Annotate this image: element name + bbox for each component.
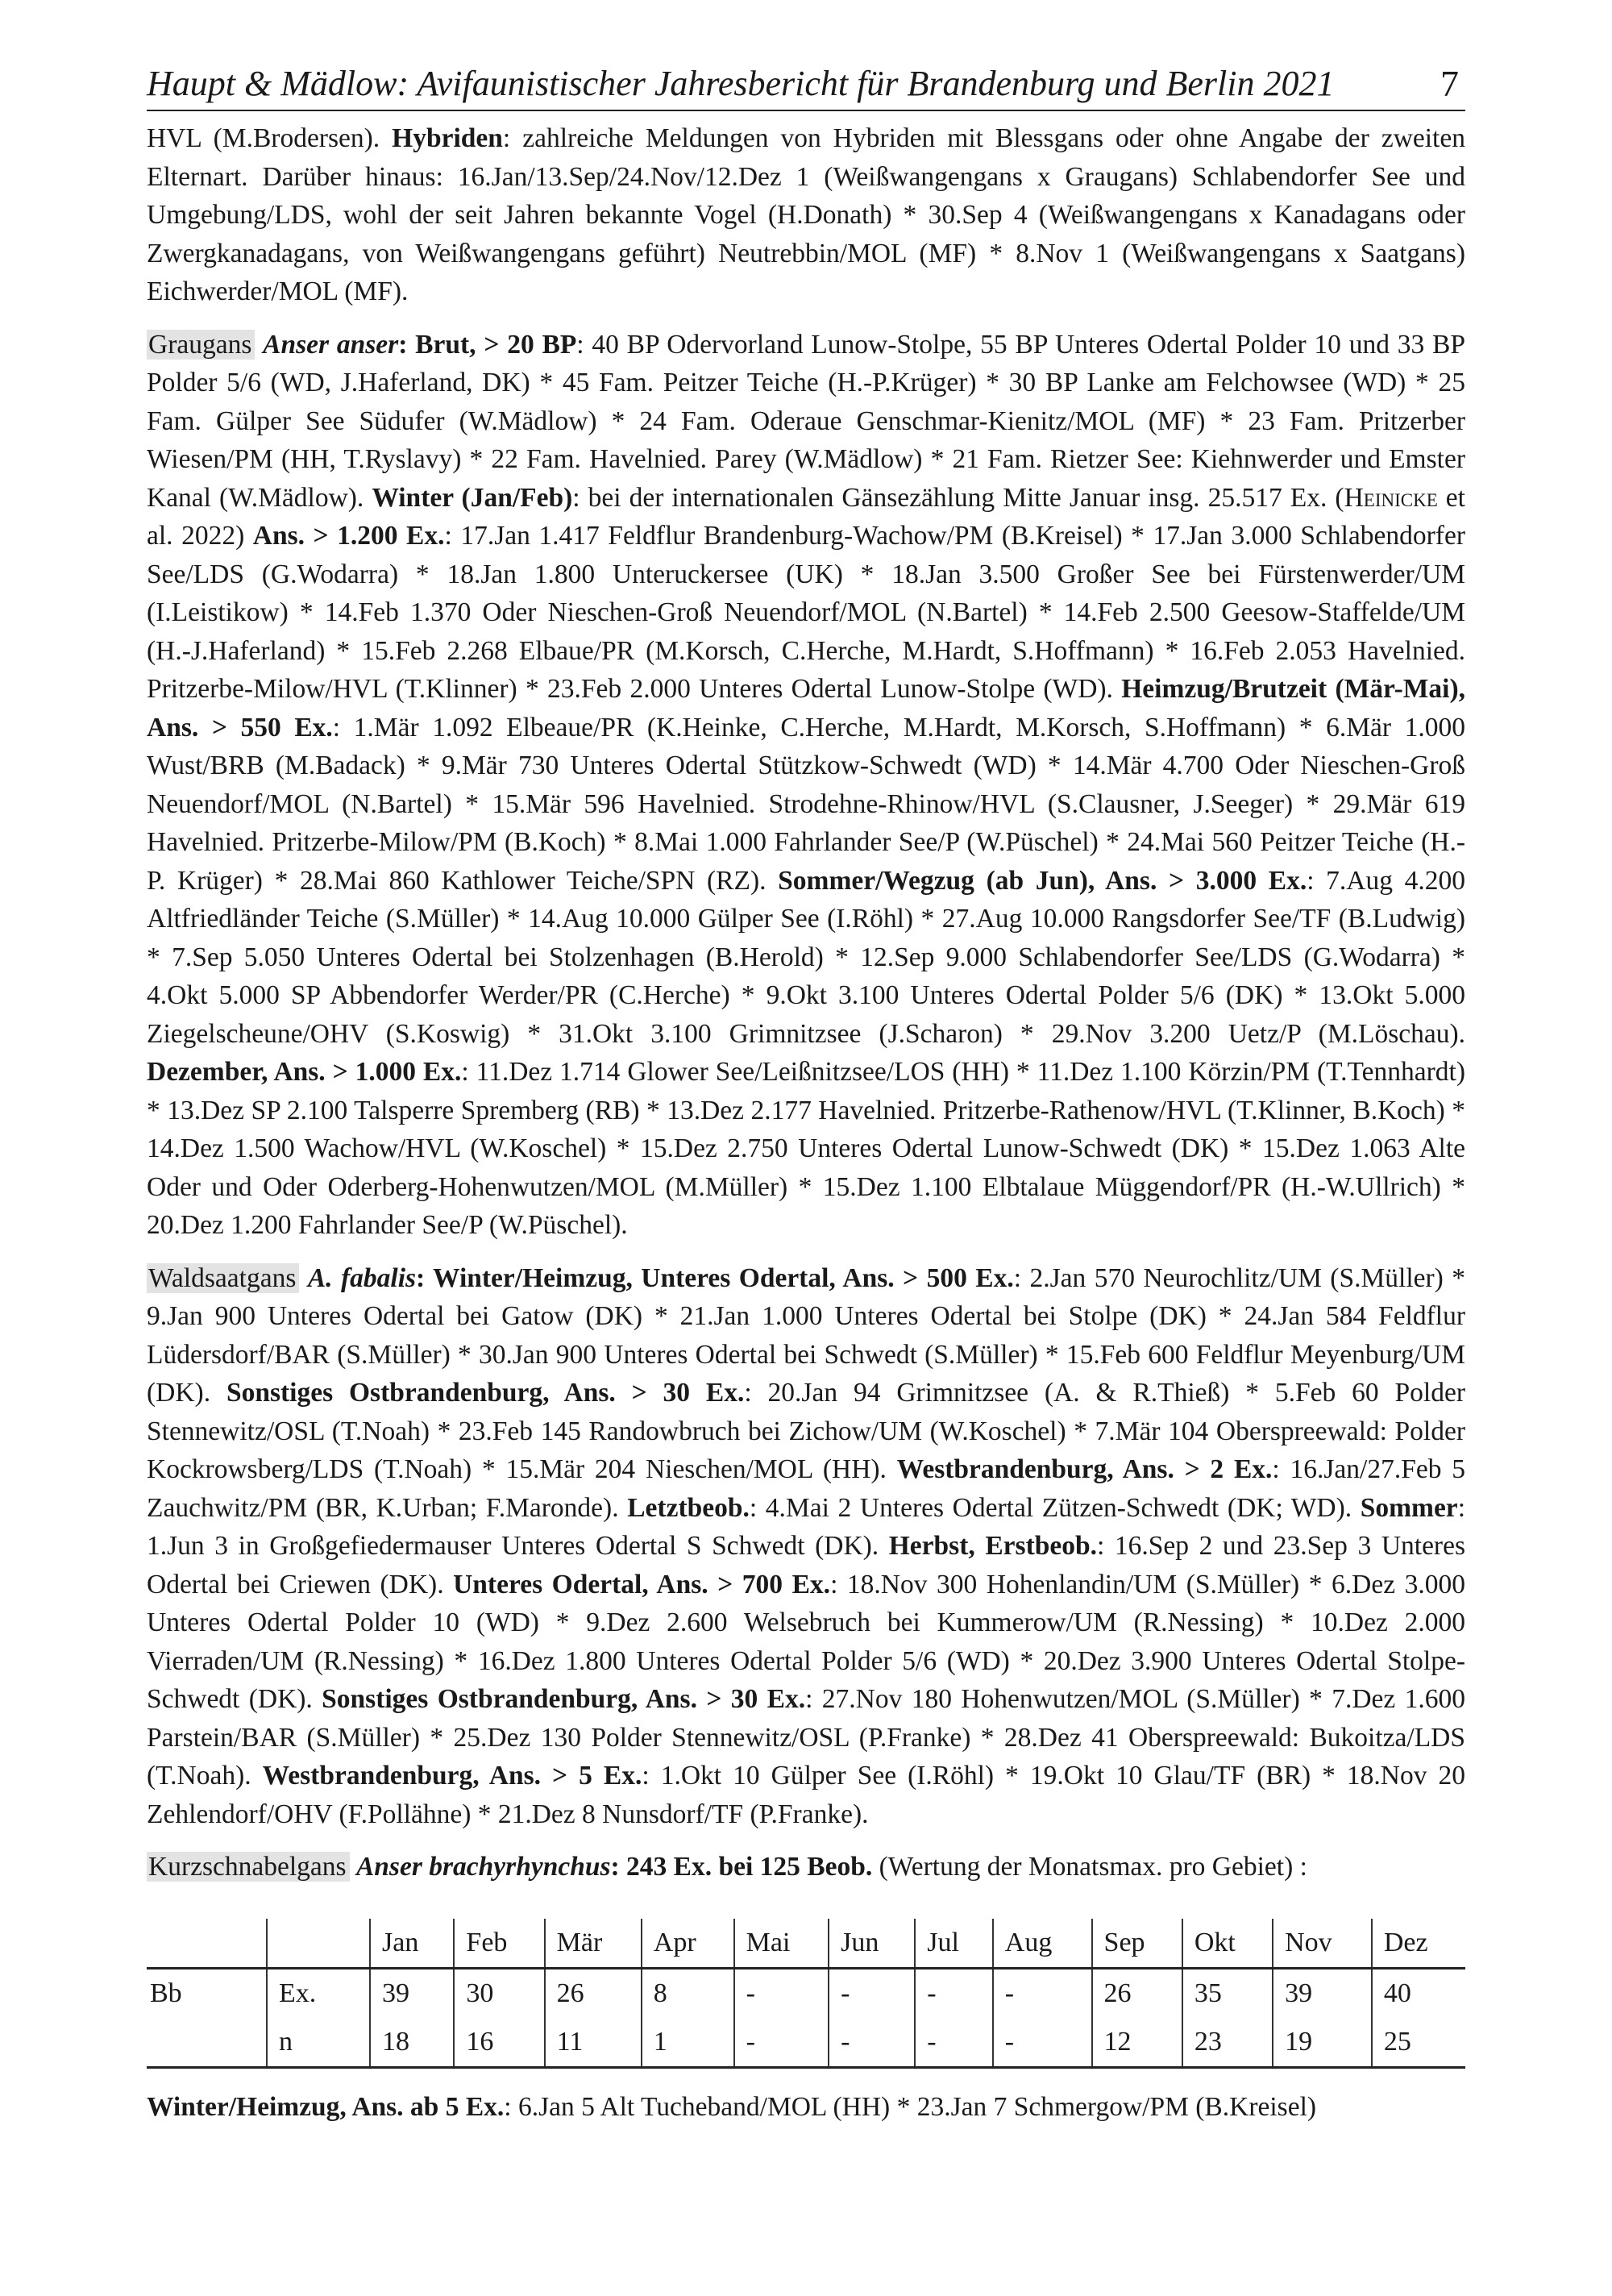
- table-cell: -: [993, 2018, 1092, 2068]
- table-row: [147, 2018, 1465, 2068]
- table-cell: 40: [1372, 1968, 1465, 2018]
- monthly-counts-table: [147, 1919, 1465, 2069]
- month-header: Okt: [1182, 1919, 1273, 1969]
- month-header: Nov: [1273, 1919, 1372, 1969]
- waldsaatgans-paragraph: Waldsaatgans A. fabalis: Winter/Heimzug, Unteres Odertal, Ans. > 500 Ex.: 2.Jan 570 Neurochlitz/UM (S.Müller) * 9.Jan 900 Unteres Odertal bei Gatow (DK) * 21.Jan 1.000 Unteres Odertal bei Stolpe (DK) * 24.Jan 584 Feldflur Lüdersdorf/BAR (S.Müller) * 30.Jan 900 Unteres Odertal bei Schwedt (S.Müller) * 15.Feb 600 Feldflur Meyenburg/UM (DK). Sonstiges Ostbrandenburg, Ans. > 30 Ex.: 20.Jan 94 Grimnitzsee (A. & R.Thieß) * 5.Feb 60 Polder Stennewitz/OSL (T.Noah) * 23.Feb 145 Randowbruch bei Zichow/UM (W.Koschel) * 7.Mär 104 Oberspreewald: Polder Kockrowsberg/LDS (T.Noah) * 15.Mär 204 Nieschen/MOL (HH). Westbrandenburg, Ans. > 2 Ex.: 16.Jan/27.Feb 5 Zauchwitz/PM (BR, K.Urban; F.Maronde). Letztbeob.: 4.Mai 2 Unteres Odertal Zützen-Schwedt (DK; WD). Sommer: 1.Jun 3 in Großgefiedermauser Unteres Odertal S Schwedt (DK). Herbst, Erstbeob.: 16.Sep 2 und 23.Sep 3 Unteres Odertal bei Criewen (DK). Unteres Odertal, Ans. > 700 Ex.: 18.Nov 300 Hohenlandin/UM (S.Müller) * 6.Dez 3.000 Unteres Odertal Polder 10 (WD) * 9.Dez 2.600 Welsebruch bei Kummerow/UM (R.Nessing) * 10.Dez 2.000 Vierraden/UM (R.Nessing) * 16.Dez 1.800 Unteres Odertal Polder 5/6 (WD) * 20.Dez 3.900 Unteres Odertal Stolpe-Schwedt (DK). Sonstiges Ostbrandenburg, Ans. > 30 Ex.: 27.Nov 180 Hohenwutzen/MOL (S.Müller) * 7.Dez 1.600 Parstein/BAR (S.Müller) * 25.Dez 130 Polder Stennewitz/OSL (P.Franke) * 28.Dez 41 Oberspreewald: Bukoitza/LDS (T.Noah). Westbrandenburg, Ans. > 5 Ex.: 1.Okt 10 Gülper See (I.Röhl) * 19.Okt 10 Glau/TF (BR) * 18.Nov 20 Zehlendorf/OHV (F.Pollähne) * 21.Dez 8 Nunsdorf/TF (P.Franke).: [147, 1262, 1465, 1829]
- table-cell: -: [829, 1968, 915, 2018]
- table-cell: 18: [370, 2018, 454, 2068]
- kurzschnabelgans-paragraph: Kurzschnabelgans Anser brachyrhynchus: 243 Ex. bei 125 Beob. (Wertung der Monatsmax. pro Gebiet) :: [148, 1852, 1307, 1882]
- scientific-name-waldsaatgans: A. fabalis: [307, 1262, 417, 1293]
- species-name-waldsaatgans: Waldsaatgans: [147, 1263, 299, 1293]
- scientific-name-kurzschnabelgans: Anser brachyrhynchus: [355, 1852, 611, 1882]
- graugans-paragraph: Graugans Anser anser: Brut, > 20 BP: 40 BP Odervorland Lunow-Stolpe, 55 BP Unteres Odertal Polder 10 und 33 BP Polder 5/6 (WD, J.Haferland, DK) * 45 Fam. Peitzer Teiche (H.-P.Krüger) * 30 BP Lanke am Felchowsee (WD) * 25 Fam. Gülper See Südufer (W.Mädlow) * 24 Fam. Oderaue Genschmar-Kienitz/MOL (MF) * 23 Fam. Pritzerber Wiesen/PM (HH, T.Ryslavy) * 22 Fam. Havelnied. Parey (W.Mädlow) * 21 Fam. Rietzer See: Kiehnwerder und Emster Kanal (W.Mädlow). Winter (Jan/Feb): bei der internationalen Gänsezählung Mitte Januar insg. 25.517 Ex. (Heinicke et al. 2022) Ans. > 1.200 Ex.: 17.Jan 1.417 Feldflur Brandenburg-Wachow/PM (B.Kreisel) * 17.Jan 3.000 Schlabendorfer See/LDS (G.Wodarra) * 18.Jan 1.800 Unteruckersee (UK) * 18.Jan 3.500 Großer See bei Fürstenwerder/UM (I.Leistikow) * 14.Feb 1.370 Oder Nieschen-Groß Neuendorf/MOL (N.Bartel) * 14.Feb 2.500 Geesow-Staffelde/UM (H.-J.Haferland) * 15.Feb 2.268 Elbaue/PR (M.Korsch, C.Herche, M.Hardt, S.Hoffmann) * 16.Feb 2.053 Havelnied. Pritzerbe-Milow/HVL (T.Klinner) * 23.Feb 2.000 Unteres Odertal Lunow-Stolpe (WD). Heimzug/Brutzeit (Mär-Mai), Ans. > 550 Ex.: 1.Mär 1.092 Elbeaue/PR (K.Heinke, C.Herche, M.Hardt, M.Korsch, S.Hoffmann) * 6.Mär 1.000 Wust/BRB (M.Badack) * 9.Mär 730 Unteres Odertal Stützkow-Schwedt (WD) * 14.Mär 4.700 Oder Nieschen-Groß Neuendorf/MOL (N.Bartel) * 15.Mär 596 Havelnied. Strodehne-Rhinow/HVL (S.Clausner, J.Seeger) * 29.Mär 619 Havelnied. Pritzerbe-Milow/PM (B.Koch) * 8.Mai 1.000 Fahrlander See/P (W.Püschel) * 24.Mai 560 Peitzer Teiche (H.-P. Krüger) * 28.Mai 860 Kathlower Teiche/SPN (RZ). Sommer/Wegzug (ab Jun), Ans. > 3.000 Ex.: 7.Aug 4.200 Altfriedländer Teiche (S.Müller) * 14.Aug 10.000 Gülper See (I.Röhl) * 27.Aug 10.000 Rangsdorfer See/TF (B.Ludwig) * 7.Sep 5.050 Unteres Odertal bei Stolzenhagen (B.Herold) * 12.Sep 9.000 Schlabendorfer See/LDS (G.Wodarra) * 4.Okt 5.000 SP Abbendorfer Werder/PR (C.Herche) * 9.Okt 3.100 Unteres Odertal Polder 5/6 (DK) * 13.Okt 5.000 Ziegelscheune/OHV (S.Koswig) * 31.Okt 3.100 Grimnitzsee (J.Scharon) * 29.Nov 3.200 Uetz/P (M.Löschau). Dezember, Ans. > 1.000 Ex.: 11.Dez 1.714 Glower See/Leißnitzsee/LOS (HH) * 11.Dez 1.100 Körzin/PM (T.Tennhardt) * 13.Dez SP 2.100 Talsperre Spremberg (RB) * 13.Dez 2.177 Havelnied. Pritzerbe-Rathenow/HVL (T.Klinner, B.Koch) * 14.Dez 1.500 Wachow/HVL (W.Koschel) * 15.Dez 2.750 Unteres Odertal Lunow-Schwedt (DK) * 15.Dez 1.063 Alte Oder und Oder Oderberg-Hohenwutzen/MOL (M.Müller) * 15.Dez 1.100 Elbtalaue Müggendorf/PR (H.-W.Ullrich) * 20.Dez 1.200 Fahrlander See/P (W.Püschel).: [147, 329, 1466, 1240]
- table-cell: 25: [1372, 2018, 1465, 2068]
- table-cell: 39: [1273, 1968, 1372, 2018]
- month-header: Feb: [454, 1919, 544, 1969]
- table-cell: 12: [1092, 2018, 1182, 2068]
- table-header-row: [147, 1919, 1465, 1969]
- month-header: Dez: [1372, 1919, 1465, 1969]
- month-header: Jul: [915, 1919, 993, 1969]
- table-cell: 23: [1182, 2018, 1273, 2068]
- month-header: Apr: [642, 1919, 734, 1969]
- citation-author: Heinicke: [1344, 482, 1438, 513]
- hybrids-heading: Hybriden: [392, 123, 503, 153]
- row-label: n: [267, 2018, 370, 2068]
- table-cell: 26: [1092, 1968, 1182, 2018]
- month-header: Sep: [1092, 1919, 1182, 1969]
- species-name-kurzschnabelgans: Kurzschnabelgans: [147, 1852, 350, 1882]
- region-label: Bb: [150, 1978, 182, 2008]
- table-row: [147, 1968, 1465, 2018]
- running-title: Haupt & Mädlow: Avifaunistischer Jahresbericht für Brandenburg und Berlin 2021: [147, 64, 1335, 103]
- month-header: Jan: [370, 1919, 454, 1969]
- month-header: Mai: [734, 1919, 829, 1969]
- table-cell: -: [915, 2018, 993, 2068]
- species-name-graugans: Graugans: [147, 330, 255, 360]
- table-cell: 1: [642, 2018, 734, 2068]
- month-header: Mär: [545, 1919, 642, 1969]
- hybrids-paragraph: HVL (M.Brodersen). Hybriden: zahlreiche Meldungen von Hybriden mit Blessgans oder ohne Angabe der zweiten Elternart. Darüber hinaus: 16.Jan/13.Sep/24.Nov/12.Dez 1 (Weißwangengans x Graugans) Schlabendorfer See und Umgebung/LDS, wohl der seit Jahren bekannte Vogel (H.Donath) * 30.Sep 4 (Weißwangengans x Kanadagans oder Zwergkanadagans, von Weißwangengans geführt) Neutrebbin/MOL (MF) * 8.Nov 1 (Weißwangengans x Saatgans) Eichwerder/MOL (MF).: [147, 123, 1465, 306]
- scientific-name-graugans: Anser anser: [263, 329, 399, 360]
- running-header: [147, 63, 1465, 111]
- month-header: Aug: [993, 1919, 1092, 1969]
- table-cell: 19: [1273, 2018, 1372, 2068]
- page-number: 7: [1440, 63, 1459, 104]
- table-cell: 30: [454, 1968, 544, 2018]
- table-cell: -: [829, 2018, 915, 2068]
- table-cell: -: [993, 1968, 1092, 2018]
- table-cell: -: [734, 1968, 829, 2018]
- month-header: Jun: [829, 1919, 915, 1969]
- page: [147, 63, 1465, 2126]
- table-cell: -: [734, 2018, 829, 2068]
- table-cell: 26: [545, 1968, 642, 2018]
- row-label: Ex.: [267, 1968, 370, 2018]
- table-cell: 11: [545, 2018, 642, 2068]
- table-cell: 39: [370, 1968, 454, 2018]
- table-cell: 16: [454, 2018, 544, 2068]
- table-cell: 35: [1182, 1968, 1273, 2018]
- winter-heimzug-line: Winter/Heimzug, Ans. ab 5 Ex.: 6.Jan 5 Alt Tucheband/MOL (HH) * 23.Jan 7 Schmergow/PM (B.Kreisel): [147, 2091, 1317, 2122]
- table-cell: 8: [642, 1968, 734, 2018]
- table-cell: -: [915, 1968, 993, 2018]
